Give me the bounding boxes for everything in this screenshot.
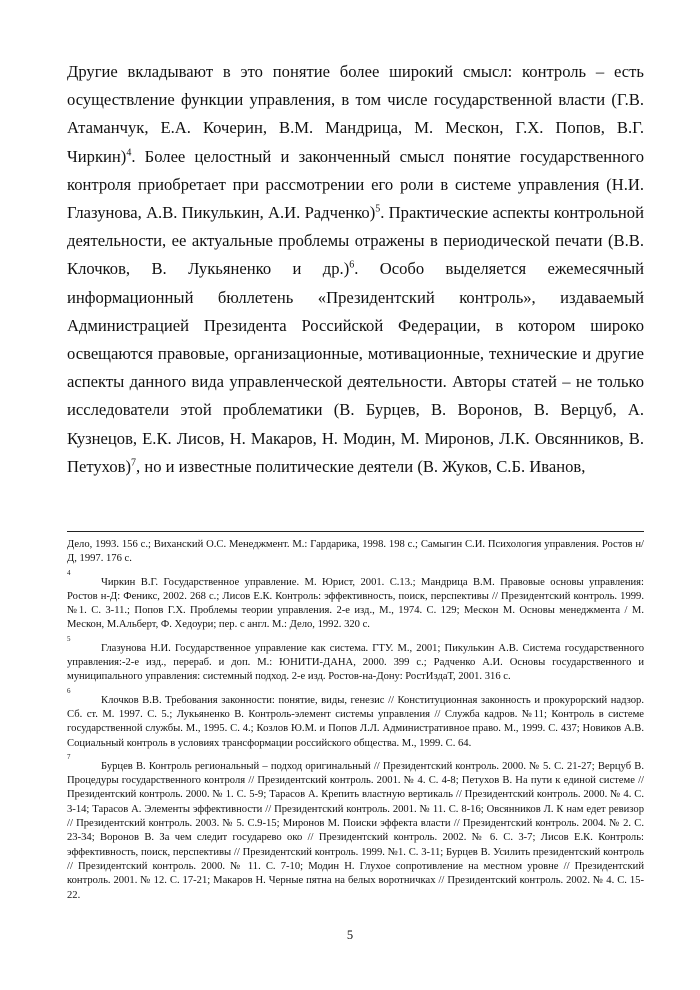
footnote-text: Бурцев В. Контроль региональный – подход оригинальный // Президентский контроль. 2000. № 5. С. 21-27; Верцуб В. Процедуры государственного контроля // Президентский контроль. 2001. № 4. С. 4-8; Петухов В. На пути к единой системе // Президентский контроль. 2000. № 1. С. 5-9; Тарасов А. Крепить властную вертикаль // Президентский контроль. 2000. № 4. С. 3-14; Тарасов А. Элементы эффективности // Президентский контроль. 2001. № 11. С. 8-16; Овсянников Л. К нам едет ревизор // Президентский контроль. 2003. № 5. С.9-15; Миронов М. Поиски эффекта власти // Президентский контроль. 2004. № 2. С. 23-34; Воронов В. За чем следит государево око // Президентский контроль. 2002. № 6. С. 3-7; Лисов Е.К. Контроль: эффективность, поиск, перспективы // Президентский контроль. 1999. №1. С. 3-11; Бурцев В. Усилить президентский контроль // Президентский контроль. 2000. № 11. С. 7-10; Модин Н. Глухое сопротивление на местном уровне // Президентский контроль. 2001. № 12. С. 17-21; Макаров Н. Черные пятна на белых воротничках // Президентский контроль. 2002. № 4. С. 15-22. xyxy=(67,760,644,901)
footnote-number: 7 xyxy=(67,752,71,761)
body-text-segment: . Более целостный и законченный смысл понятие государственного контроля приобретает при рассмотрении его роли в системе управления (Н.И. Глазунова, А.В. Пикулькин, А.И. Радченко) xyxy=(67,146,644,223)
footnote-text: Глазунова Н.И. Государственное управление как система. ГТУ. М., 2001; Пикулькин А.В. Система государственного управления:-2-е изд., перераб. и доп. М.: ЮНИТИ-ДАНА, 2000. 399 с.; Радченко А.И. Основы государственного и муниципального управления: системный подход. 2-е изд. Ростов-на-Дону: РостИздаТ, 2001. 316 с. xyxy=(67,642,644,683)
footnote-number: 4 xyxy=(67,568,71,577)
footnote-6 xyxy=(67,686,644,751)
footnote-text: Дело, 1993. 156 с.; Виханский О.С. Менеджмент. М.: Гардарика, 1998. 198 с.; Самыгин С.И. Психология управления. Ростов н/Д, 1997. 176 с. xyxy=(67,539,644,565)
body-text-segment: Другие вкладывают в это понятие более широкий смысл: контроль – есть осуществление функции управления, в том числе государственной власти (Г.В. Атаманчук, Е.А. Кочерин, В.М. Мандрица, М. Мескон, Г.Х. Попов, В.Г. Чиркин) xyxy=(67,62,644,166)
footnote-5 xyxy=(67,634,644,685)
page-number: 5 xyxy=(346,928,354,942)
footnote-continuation xyxy=(67,538,644,567)
body-text-segment: , но и известные политические деятели (В. Жуков, С.Б. Иванов, xyxy=(136,456,586,476)
footnote-4 xyxy=(67,568,644,633)
body-text-segment: . Практические аспекты контрольной деятельности, ее актуальные проблемы отражены в периодической печати (В.В. Клочков, В. Лукьяненко и др.) xyxy=(67,203,644,279)
footnote-reference[interactable]: 7 xyxy=(131,457,137,469)
footnote-reference[interactable]: 4 xyxy=(126,147,132,159)
footnote-reference[interactable]: 6 xyxy=(349,259,355,271)
footnote-text: Клочков В.В. Требования законности: понятие, виды, генезис // Конституционная законность и прокурорский надзор. Сб. ст. М. 1997. С. 5.; Лукьяненко В. Контроль-элемент системы управления // Служба кадров. №11; Контроль в системе государственной службы. М., 1995. С. 4.; Козлов Ю.М. и Попов Л.Л. Административное право. М., 1999. С. 437; Новиков А.В. Социальный контроль в условиях трансформации российского общества. М., 1999. С. 64. xyxy=(67,694,644,749)
footnote-text: Чиркин В.Г. Государственное управление. М. Юрист, 2001. С.13.; Мандрица В.М. Правовые основы управления: Ростов н-Д: Феникс, 2002. 268 с.; Лисов Е.К. Контроль: эффективность, поиск, перспективы // Президентский контроль. 1999. №1. С. 3-11.; Попов Г.Х. Проблемы теории управления. 2-е изд., М., 1974. С. 129; Мескон М. Основы менеджмента / М. Мескон, М.Альберт, Ф. Хедоури; пер. с англ. М.: Дело, 1992. 320 с. xyxy=(67,576,644,631)
footnote-7 xyxy=(67,752,644,903)
footnotes-section xyxy=(67,538,644,907)
footnote-separator xyxy=(67,531,644,532)
body-paragraph xyxy=(67,58,644,481)
footnote-number: 6 xyxy=(67,686,71,695)
body-text-segment: . Особо выделяется ежемесячный информационный бюллетень «Президентский контроль», издаваемый Администрацией Президента Российской Федерации, в котором широко освещаются правовые, организационные, мотивационные, технические и другие аспекты данного вида управленческой деятельности. Авторы статей – не только исследователи этой проблематики (В. Бурцев, В. Воронов, В. Верцуб, А. Кузнецов, Е.К. Лисов, Н. Макаров, Н. Модин, М. Миронов, Л.К. Овсянников, В. Петухов) xyxy=(67,259,644,476)
footnote-reference[interactable]: 5 xyxy=(375,203,381,215)
footnote-number: 5 xyxy=(67,634,71,643)
